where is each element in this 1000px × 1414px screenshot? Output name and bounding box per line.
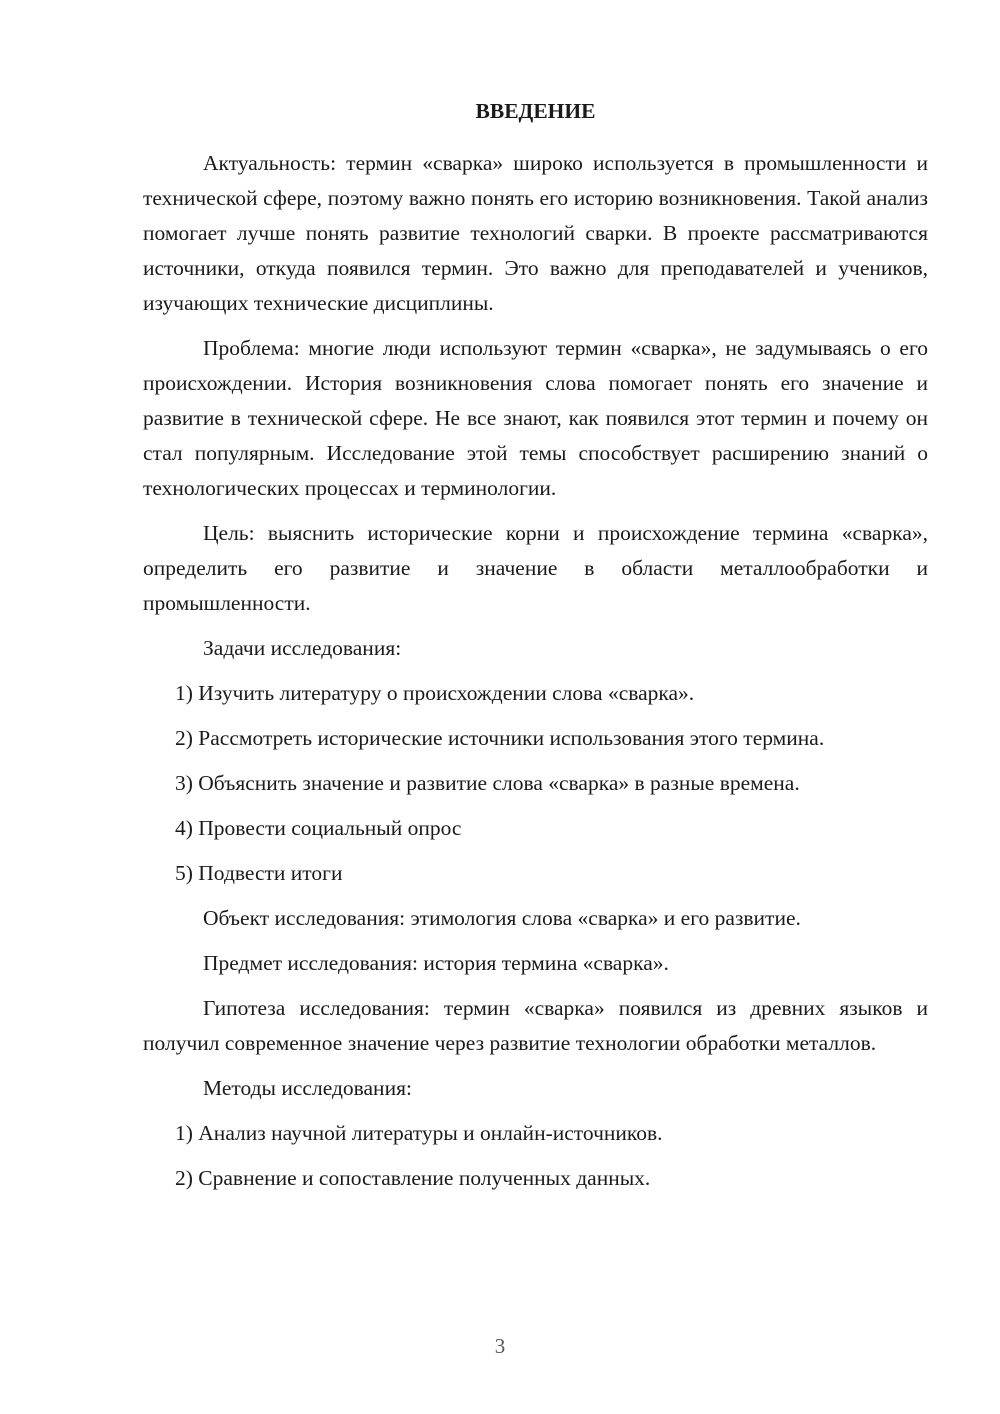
problem-paragraph: Проблема: многие люди используют термин «сварка», не задумываясь о его происхождении. История возникновения слова помогает понять его значение и развитие в технической сфере. Не все знают, как появился этот термин и почему он стал популярным. Исследование этой темы способствует расширению знаний о технологических процессах и терминологии. <box>143 336 928 500</box>
task-item: 5) Подвести итоги <box>175 861 343 885</box>
task-item: 4) Провести социальный опрос <box>175 816 462 840</box>
method-item: 1) Анализ научной литературы и онлайн-источников. <box>175 1121 663 1145</box>
page-number: 3 <box>494 1334 506 1358</box>
task-item: 2) Рассмотреть исторические источники использования этого термина. <box>175 726 825 750</box>
subject-paragraph: Предмет исследования: история термина «сварка». <box>203 951 669 975</box>
object-paragraph: Объект исследования: этимология слова «сварка» и его развитие. <box>203 906 801 930</box>
goal-paragraph: Цель: выяснить исторические корни и происхождение термина «сварка», определить его развитие и значение в области металлообработки и промышленности. <box>143 521 928 615</box>
task-item: 3) Объяснить значение и развитие слова «сварка» в разные времена. <box>175 771 800 795</box>
methods-title: Методы исследования: <box>203 1076 412 1100</box>
tasks-title: Задачи исследования: <box>203 636 402 660</box>
task-item: 1) Изучить литературу о происхождении слова «сварка». <box>175 681 695 705</box>
document-page <box>143 94 928 1206</box>
relevance-paragraph: Актуальность: термин «сварка» широко используется в промышленности и технической сфере, поэтому важно понять его историю возникновения. Такой анализ помогает лучше понять развитие технологий сварки. В проекте рассматриваются источники, откуда появился термин. Это важно для преподавателей и учеников, изучающих технические дисциплины. <box>143 151 928 315</box>
hypothesis-paragraph: Гипотеза исследования: термин «сварка» появился из древних языков и получил современное значение через развитие технологии обработки металлов. <box>143 996 928 1055</box>
method-item: 2) Сравнение и сопоставление полученных данных. <box>175 1166 651 1190</box>
section-heading: ВВЕДЕНИЕ <box>475 99 596 123</box>
